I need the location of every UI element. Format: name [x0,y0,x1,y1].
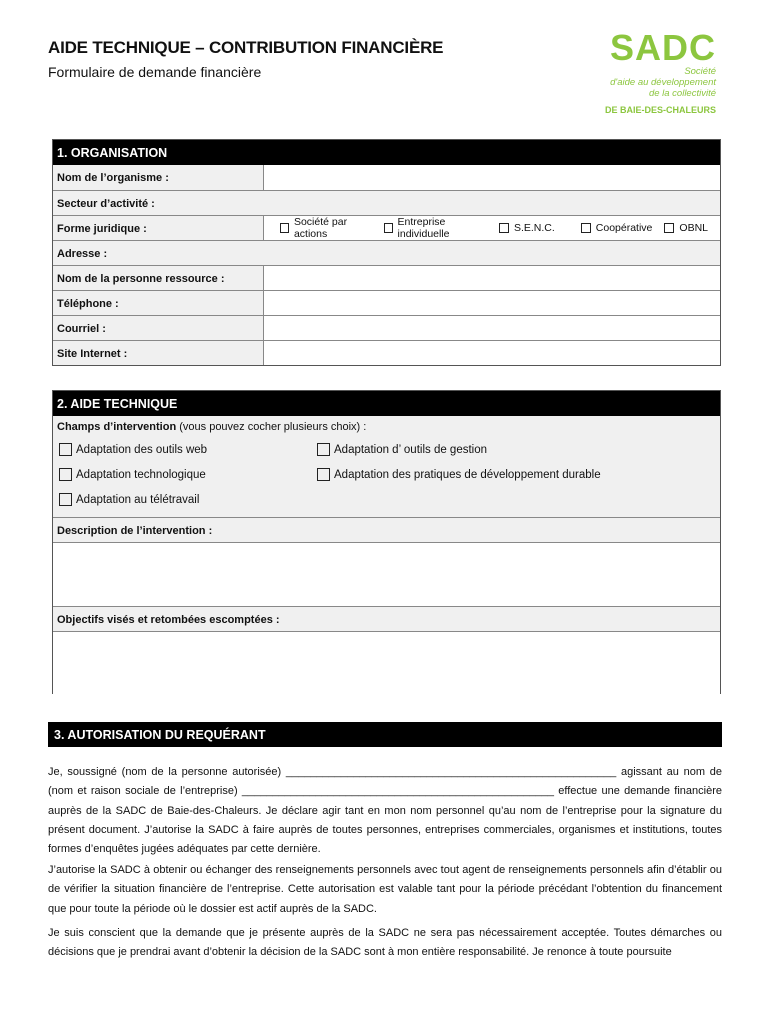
checkbox-icon[interactable] [317,468,330,481]
objectives-label: Objectifs visés et retombées escomptées : [53,606,720,631]
choice-outils-gestion[interactable]: Adaptation d’ outils de gestion [317,443,487,456]
logo-region: DE BAIE-DES-CHALEURS [604,105,716,115]
website-label: Site Internet : [53,341,264,365]
section-1-title: 1. ORGANISATION [53,140,720,165]
intervention-choices [53,416,720,517]
intervention-intro: Champs d’intervention (vous pouvez cocher plusieurs choix) : [57,421,367,433]
phone-label: Téléphone : [53,291,264,315]
org-name-field[interactable] [264,165,720,190]
choice-outils-web[interactable]: Adaptation des outils web [59,443,207,456]
section-3-title: 3. AUTORISATION DU REQUÉRANT [48,722,722,747]
checkbox-icon[interactable] [280,223,289,233]
legal-form-options [264,216,720,240]
authorization-paragraph-2: J’autorise la SADC à obtenir ou échanger des renseignements personnels avec tout agent de renseignements personnels afin d’établir ou de vérifier la situation financière de l’entreprise. Cette autorisation est valable tant pour la période précédant l’obtention du financement que pour toute la période où le dossier est actif auprès de la SADC. [48,864,722,915]
choice-technologique[interactable]: Adaptation technologique [59,468,206,481]
legal-option-ei[interactable]: Entreprise individuelle [384,216,487,240]
document-title: AIDE TECHNIQUE – CONTRIBUTION FINANCIÈRE [48,38,444,57]
description-field[interactable] [53,542,720,606]
email-label: Courriel : [53,316,264,340]
section-aide-technique [52,390,721,694]
checkbox-icon[interactable] [59,493,72,506]
checkbox-icon[interactable] [664,223,674,233]
checkbox-icon[interactable] [499,223,509,233]
legal-option-obnl[interactable]: OBNL [664,222,708,234]
legal-option-coop[interactable]: Coopérative [581,222,653,234]
description-label: Description de l’intervention : [53,517,720,542]
authorization-paragraph-1: Je, soussigné (nom de la personne autorisée) ______________________________________________________ agissant au nom de (nom et raison sociale de l’entreprise) ___________________________________________________ effectue une demande financière auprès de la SADC de Baie-des-Chaleurs. Je déclare agir tant en mon nom personnel qu’au nom de l’entreprise pour la signature du présent document. J’autorise la SADC à faire auprès de toutes personnes, entreprises commerciales, organismes et institutions, toutes formes d’enquêtes jugées adéquates par cette dernière. [48,766,722,856]
document-subtitle: Formulaire de demande financière [48,64,262,80]
logo-acronym: SADC [609,27,716,68]
section-organisation [52,139,721,366]
legal-option-sa[interactable]: Société par actions [280,216,372,240]
choice-developpement-durable[interactable]: Adaptation des pratiques de développement durable [317,468,601,481]
checkbox-icon[interactable] [581,223,591,233]
choice-teletravail[interactable]: Adaptation au télétravail [59,493,199,506]
logo-line-2: d'aide au développement [610,77,716,88]
authorization-paragraph-3: Je suis conscient que la demande que je présente auprès de la SADC ne sera pas nécessairement acceptée. Toutes démarches ou décisions que je prendrai avant d’obtenir la décision de la SADC sont à mon entière responsabilité. Je renonce à toute poursuite [48,927,722,959]
address-label: Adresse : [53,241,720,265]
contact-label: Nom de la personne ressource : [53,266,264,290]
logo-line-3: de la collectivité [648,88,716,99]
contact-field[interactable] [264,266,720,290]
website-field[interactable] [264,341,720,365]
checkbox-icon[interactable] [317,443,330,456]
legal-form-label: Forme juridique : [53,216,264,240]
section-2-title: 2. AIDE TECHNIQUE [53,391,720,416]
sector-label: Secteur d’activité : [53,191,720,215]
checkbox-icon[interactable] [384,223,393,233]
sadc-logo [601,27,716,122]
email-field[interactable] [264,316,720,340]
logo-line-1: Société [684,66,716,77]
checkbox-icon[interactable] [59,468,72,481]
legal-option-senc[interactable]: S.E.N.C. [499,222,555,234]
objectives-field[interactable] [53,631,720,695]
phone-field[interactable] [264,291,720,315]
checkbox-icon[interactable] [59,443,72,456]
org-name-label: Nom de l’organisme : [53,165,264,190]
